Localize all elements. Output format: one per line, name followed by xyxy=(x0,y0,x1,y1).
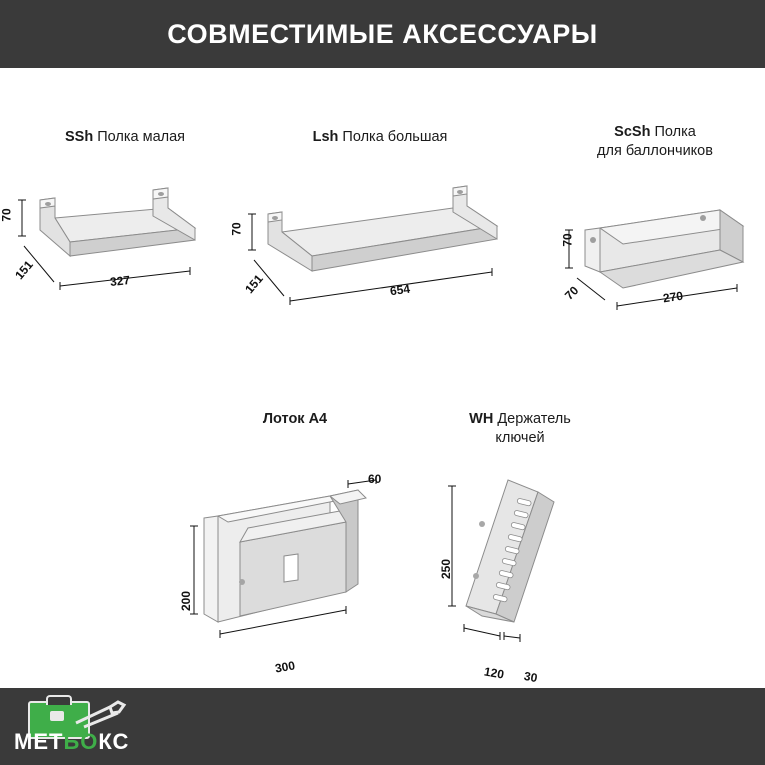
item-scsh-name2: для баллончиков xyxy=(597,143,713,159)
item-tray-a4 xyxy=(170,388,420,676)
toolbox-handle-icon xyxy=(46,695,72,705)
item-scsh-dim-height: 70 xyxy=(560,233,575,247)
item-scsh-code: ScSh xyxy=(614,124,651,140)
item-tray-a4-title xyxy=(170,410,420,429)
item-scsh-title xyxy=(555,123,755,161)
item-wh-title xyxy=(420,410,620,448)
item-wh-drawing xyxy=(430,466,630,666)
item-ssh-dim-depth: 151 xyxy=(12,257,36,283)
item-tray-a4-dim-width: 300 xyxy=(273,658,297,676)
toolbox-latch-icon xyxy=(50,711,64,721)
item-lsh-name: Полка большая xyxy=(338,129,448,145)
wrench-icon xyxy=(70,697,150,733)
item-ssh-dim-width: 327 xyxy=(109,272,131,290)
item-lsh xyxy=(230,68,530,328)
item-wh-name: Держатель xyxy=(493,411,571,427)
item-wh-name2: ключей xyxy=(495,430,545,446)
logo-text xyxy=(14,729,129,755)
logo-text-part1: МЕТ xyxy=(14,728,64,754)
item-tray-a4-drawing xyxy=(180,464,430,664)
item-ssh-name: Полка малая xyxy=(93,129,186,145)
page-footer xyxy=(0,688,765,765)
item-wh xyxy=(420,388,640,686)
item-scsh xyxy=(545,68,765,338)
item-lsh-title xyxy=(230,128,530,147)
page-title: СОВМЕСТИМЫЕ АКСЕССУАРЫ xyxy=(167,18,598,49)
item-lsh-drawing xyxy=(240,186,540,336)
item-lsh-dim-depth: 151 xyxy=(242,271,266,297)
item-lsh-code: Lsh xyxy=(312,129,339,145)
logo-text-part3: КС xyxy=(98,728,130,754)
item-wh-dim-height: 250 xyxy=(439,558,454,580)
item-wh-dim-width: 120 xyxy=(482,664,506,682)
item-tray-a4-dim-height: 200 xyxy=(179,590,194,612)
item-ssh-code: SSh xyxy=(64,129,94,145)
item-ssh-title xyxy=(0,128,250,147)
item-wh-code: WH xyxy=(469,411,494,427)
page-header xyxy=(0,0,765,68)
item-scsh-dim-width: 270 xyxy=(662,288,684,306)
item-lsh-dim-height: 70 xyxy=(229,222,244,236)
item-scsh-dim-depth: 70 xyxy=(562,283,582,303)
item-lsh-dim-width: 654 xyxy=(389,281,411,299)
item-scsh-drawing xyxy=(555,196,765,336)
accessories-diagram xyxy=(0,68,765,688)
item-tray-a4-dim-depth: 60 xyxy=(368,472,382,486)
item-scsh-name: Полка xyxy=(650,124,696,140)
item-tray-a4-code: Лоток A4 xyxy=(262,411,328,427)
item-ssh xyxy=(0,68,250,328)
item-ssh-drawing xyxy=(10,186,260,326)
item-ssh-dim-height: 70 xyxy=(0,208,14,222)
logo-text-part2: БО xyxy=(63,728,99,754)
metbox-logo xyxy=(10,695,172,759)
item-wh-dim-depth: 30 xyxy=(522,668,539,686)
